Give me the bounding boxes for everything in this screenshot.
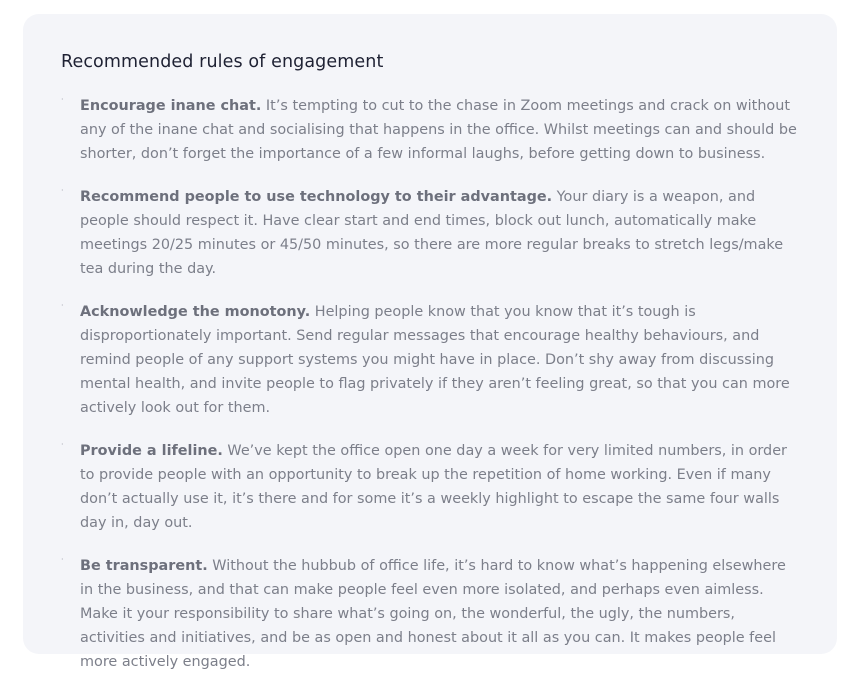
rule-heading: Acknowledge the monotony.	[80, 304, 311, 320]
rules-card	[23, 14, 837, 670]
bullet-icon: ·	[61, 301, 64, 310]
rule-text: Without the hubbub of office life, it’s hard to know what’s happening elsewhere in the business, and that can make people feel even more isolated, and perhaps even aimless. Make it your responsibility to share what’s going on, the wonderful, the ugly, the numbers, activities and initiatives, and be as open and honest about it all as you can. It makes people feel more actively engaged.	[80, 558, 786, 670]
bullet-icon: ·	[61, 186, 64, 195]
bullet-icon: ·	[61, 95, 64, 104]
bullet-icon: ·	[61, 440, 64, 449]
list-item	[61, 300, 801, 420]
rule-text: It’s tempting to cut to the chase in Zoom meetings and crack on without any of the inane chat and socialising that happens in the office. Whilst meetings can and should be shorter, don’t forget the importance of a few informal laughs, before getting down to business.	[80, 98, 797, 162]
bullet-icon: ·	[61, 555, 64, 564]
rules-list	[61, 94, 801, 693]
section-title: Recommended rules of engagement	[61, 52, 384, 72]
list-item	[61, 185, 801, 281]
rule-text: We’ve kept the office open one day a week for very limited numbers, in order to provide people with an opportunity to break up the repetition of home working. Even if many don’t actually use it, it’s there and for some it’s a weekly highlight to escape the same four walls day in, day out.	[80, 443, 787, 531]
rule-text: Helping people know that you know that it’s tough is disproportionately important. Send regular messages that encourage healthy behaviours, and remind people of any support systems you might have in place. Don’t shy away from discussing mental health, and invite people to flag privately if they aren’t feeling great, so that you can more actively look out for them.	[80, 304, 790, 416]
rule-text: Your diary is a weapon, and people should respect it. Have clear start and end times, block out lunch, automatically make meetings 20/25 minutes or 45/50 minutes, so there are more regular breaks to stretch legs/make tea during the day.	[80, 189, 784, 277]
list-item	[61, 439, 801, 535]
rule-heading: Provide a lifeline.	[80, 443, 223, 459]
rule-heading: Recommend people to use technology to their advantage.	[80, 189, 553, 205]
rule-heading: Encourage inane chat.	[80, 98, 262, 114]
rule-heading: Be transparent.	[80, 558, 208, 574]
list-item	[61, 554, 801, 674]
list-item	[61, 94, 801, 166]
